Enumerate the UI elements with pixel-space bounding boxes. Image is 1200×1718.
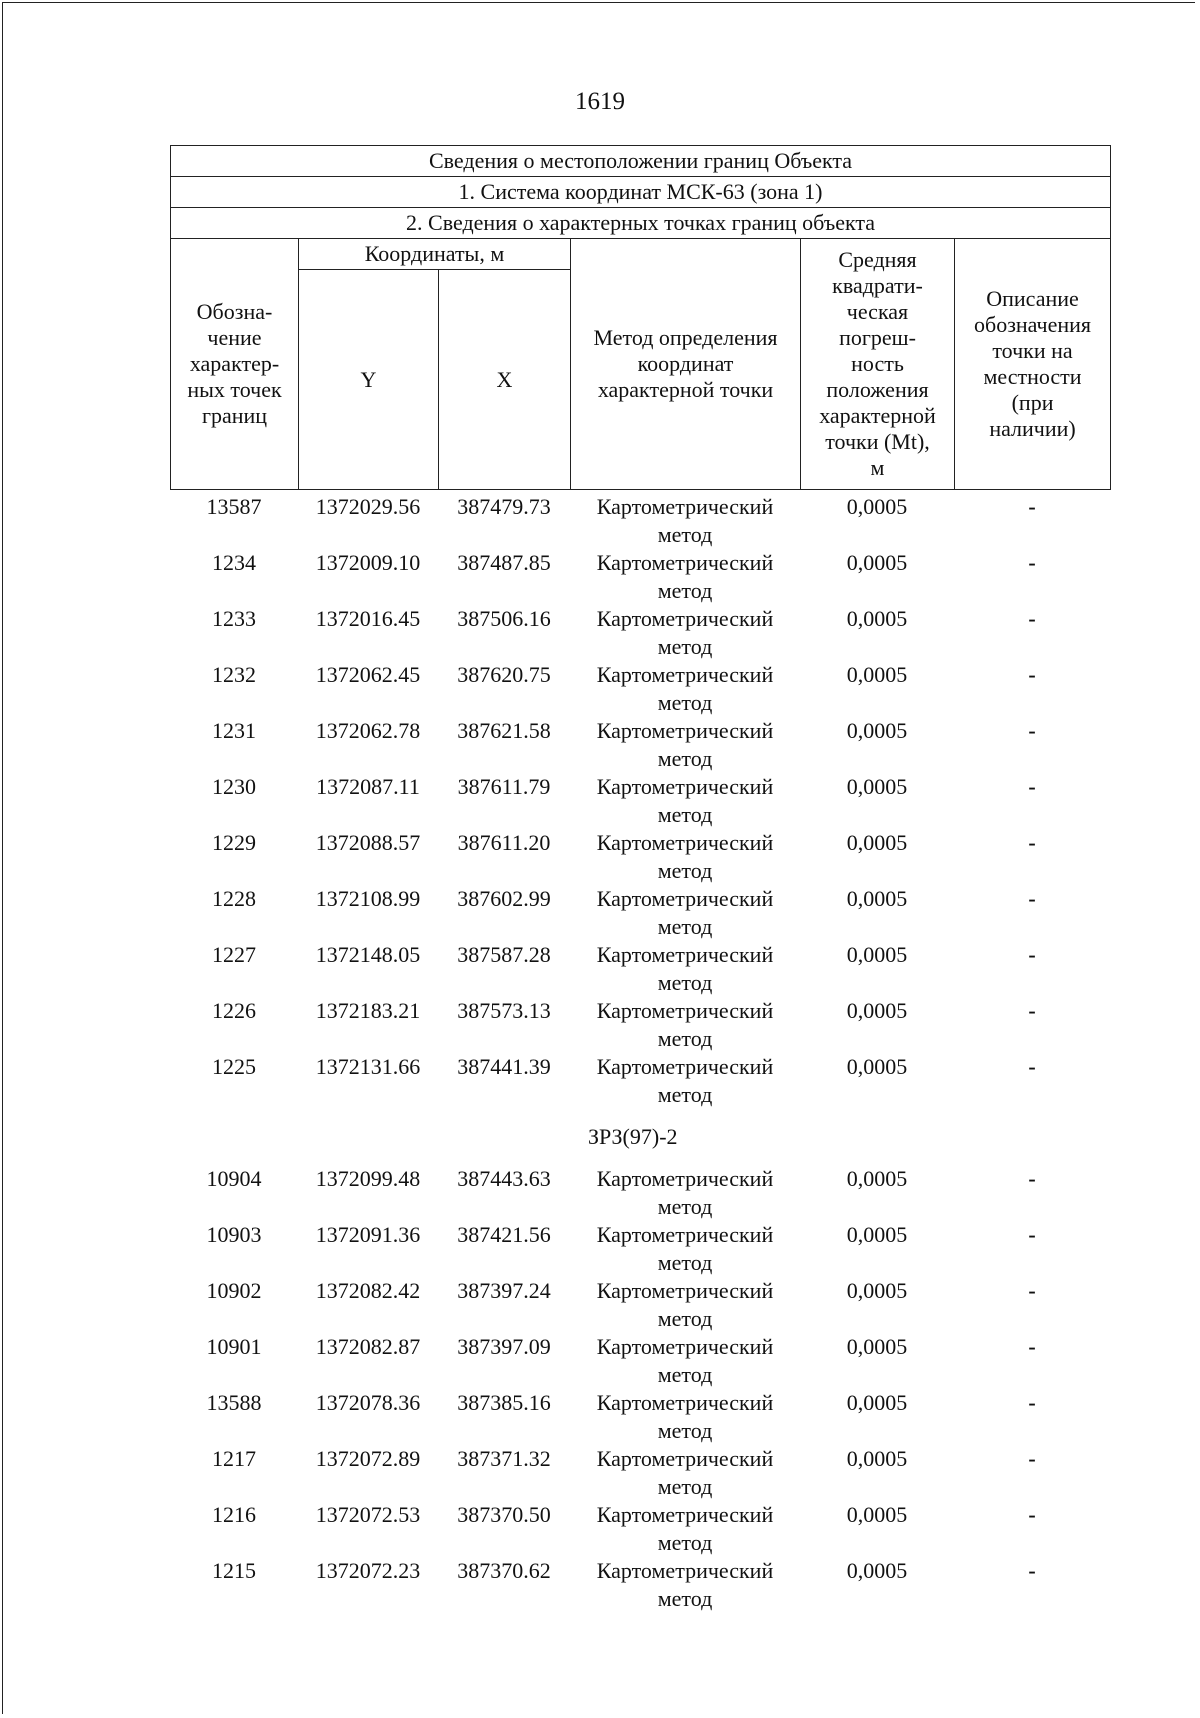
method: Картометрический метод [596, 494, 774, 547]
error-value: 0,0005 [846, 998, 908, 1023]
header-line: характер- [189, 351, 280, 376]
error-value: 0,0005 [846, 1278, 908, 1303]
method: Картометрический метод [596, 1390, 774, 1443]
coord-x: 387506.16 [457, 606, 551, 631]
table-header [170, 145, 1111, 490]
coord-x: 387487.85 [457, 550, 551, 575]
point-id: 1232 [212, 662, 256, 687]
point-description: - [1028, 1558, 1036, 1583]
table-row [170, 717, 1110, 773]
coord-x: 387479.73 [457, 494, 551, 519]
point-id: 1216 [212, 1502, 256, 1527]
method: Картометрический метод [596, 662, 774, 715]
header-line: ность [851, 351, 904, 376]
point-id: 1233 [212, 606, 256, 631]
coord-y: 1372082.87 [315, 1334, 421, 1359]
error-value: 0,0005 [846, 1558, 908, 1583]
table-row [170, 1221, 1110, 1277]
header-line: Обозна- [196, 299, 273, 324]
coord-y: 1372131.66 [315, 1054, 421, 1079]
error-value: 0,0005 [846, 1054, 908, 1079]
coord-y: 1372062.45 [315, 662, 421, 687]
header-line: ческая [846, 299, 909, 324]
header-line: чение [207, 325, 262, 350]
coord-x: 387397.24 [457, 1278, 551, 1303]
error-value: 0,0005 [846, 718, 908, 743]
header-line: Средняя [838, 247, 917, 272]
header-line: ных точек [187, 377, 282, 402]
point-description: - [1028, 774, 1036, 799]
table-row [170, 773, 1110, 829]
coord-y: 1372108.99 [315, 886, 421, 911]
coord-x: 387602.99 [457, 886, 551, 911]
coord-x: 387385.16 [457, 1390, 551, 1415]
coord-x: 387441.39 [457, 1054, 551, 1079]
point-id: 10904 [206, 1166, 262, 1191]
coord-y: 1372072.89 [315, 1446, 421, 1471]
header-line: характерной [819, 403, 936, 428]
point-id: 1217 [212, 1446, 256, 1471]
table-row [170, 1277, 1110, 1333]
coordinate-system: 1. Система координат МСК-63 (зона 1) [171, 177, 1111, 208]
method: Картометрический метод [596, 1558, 774, 1611]
coord-y: 1372016.45 [315, 606, 421, 631]
header-line: наличии) [989, 416, 1076, 441]
header-line: обозначения [974, 312, 1092, 337]
error-value: 0,0005 [846, 662, 908, 687]
group-label: ЗРЗ(97)-2 [588, 1124, 678, 1149]
error-value: 0,0005 [846, 1334, 908, 1359]
point-description: - [1028, 886, 1036, 911]
point-id: 1227 [212, 942, 256, 967]
table-title: Сведения о местоположении границ Объекта [171, 146, 1111, 177]
table-row [170, 885, 1110, 941]
table-row [170, 1165, 1110, 1221]
point-description: - [1028, 998, 1036, 1023]
error-value: 0,0005 [846, 550, 908, 575]
method: Картометрический метод [596, 1446, 774, 1499]
coord-y: 1372091.36 [315, 1222, 421, 1247]
table-row [170, 1557, 1110, 1613]
table-row [170, 997, 1110, 1053]
method: Картометрический метод [596, 942, 774, 995]
point-id: 1226 [212, 998, 256, 1023]
coord-x: 387370.62 [457, 1558, 551, 1583]
method: Картометрический метод [596, 606, 774, 659]
error-value: 0,0005 [846, 1166, 908, 1191]
col-point-id-header [171, 239, 299, 490]
point-description: - [1028, 606, 1036, 631]
coord-y: 1372078.36 [315, 1390, 421, 1415]
point-id: 10901 [206, 1334, 262, 1359]
section-title: 2. Сведения о характерных точках границ объекта [171, 208, 1111, 239]
coord-y: 1372099.48 [315, 1166, 421, 1191]
error-value: 0,0005 [846, 830, 908, 855]
coord-x: 387620.75 [457, 662, 551, 687]
table-row [170, 1501, 1110, 1557]
error-value: 0,0005 [846, 1502, 908, 1527]
method: Картометрический метод [596, 1166, 774, 1219]
point-id: 1230 [212, 774, 256, 799]
table-row [170, 605, 1110, 661]
header-line: Метод определения [593, 325, 778, 350]
coord-y: 1372072.23 [315, 1558, 421, 1583]
table-row [170, 1389, 1110, 1445]
point-id: 1228 [212, 886, 256, 911]
method: Картометрический метод [596, 1054, 774, 1107]
page-number: 1619 [575, 88, 625, 115]
point-description: - [1028, 830, 1036, 855]
point-description: - [1028, 942, 1036, 967]
point-description: - [1028, 1278, 1036, 1303]
coord-x: 387621.58 [457, 718, 551, 743]
point-description: - [1028, 1446, 1036, 1471]
coord-y: 1372183.21 [315, 998, 421, 1023]
error-value: 0,0005 [846, 774, 908, 799]
table-row [170, 1053, 1110, 1109]
error-value: 0,0005 [846, 886, 908, 911]
point-id: 1231 [212, 718, 256, 743]
point-id: 10903 [206, 1222, 262, 1247]
method: Картометрический метод [596, 774, 774, 827]
error-value: 0,0005 [846, 942, 908, 967]
coord-x: 387371.32 [457, 1446, 551, 1471]
error-value: 0,0005 [846, 494, 908, 519]
coord-y: 1372009.10 [315, 550, 421, 575]
coord-x: 387611.20 [457, 830, 551, 855]
header-line: местности [983, 364, 1082, 389]
method: Картометрический метод [596, 1502, 774, 1555]
method: Картометрический метод [596, 1334, 774, 1387]
col-error-header [801, 239, 955, 490]
point-description: - [1028, 1390, 1036, 1415]
method: Картометрический метод [596, 1278, 774, 1331]
coord-x: 387397.09 [457, 1334, 551, 1359]
point-id: 13587 [206, 494, 262, 519]
error-value: 0,0005 [846, 1446, 908, 1471]
table-row [170, 829, 1110, 885]
header-line: точки на [992, 338, 1073, 363]
table-row [170, 493, 1110, 549]
point-description: - [1028, 718, 1036, 743]
table-row [170, 661, 1110, 717]
header-line: координат [637, 351, 734, 376]
coord-x: 387443.63 [457, 1166, 551, 1191]
coord-y: 1372087.11 [316, 774, 420, 799]
table-row [170, 549, 1110, 605]
method: Картометрический метод [596, 886, 774, 939]
header-line: Описание [986, 286, 1079, 311]
error-value: 0,0005 [846, 1390, 908, 1415]
point-id: 1215 [212, 1558, 256, 1583]
point-description: - [1028, 1222, 1036, 1247]
col-description-header [955, 239, 1111, 490]
point-description: - [1028, 1166, 1036, 1191]
header-line: границ [201, 403, 268, 428]
point-description: - [1028, 1502, 1036, 1527]
header-line: характерной точки [597, 377, 774, 402]
method: Картометрический метод [596, 718, 774, 771]
point-id: 1225 [212, 1054, 256, 1079]
error-value: 0,0005 [846, 606, 908, 631]
coord-y: 1372072.53 [315, 1502, 421, 1527]
point-description: - [1028, 662, 1036, 687]
method: Картометрический метод [596, 1222, 774, 1275]
point-description: - [1028, 1054, 1036, 1079]
col-y-header: Y [299, 270, 439, 490]
table-row [170, 1445, 1110, 1501]
coord-y: 1372148.05 [315, 942, 421, 967]
coord-x: 387573.13 [457, 998, 551, 1023]
point-id: 13588 [206, 1390, 262, 1415]
coord-y: 1372088.57 [315, 830, 421, 855]
header-line: м [870, 455, 885, 480]
header-line: положения [826, 377, 929, 402]
method: Картометрический метод [596, 998, 774, 1051]
method: Картометрический метод [596, 550, 774, 603]
coord-x: 387370.50 [457, 1502, 551, 1527]
point-id: 1234 [212, 550, 256, 575]
coord-x: 387587.28 [457, 942, 551, 967]
header-line: погреш- [839, 325, 916, 350]
table-row [170, 941, 1110, 997]
header-line: (при [1011, 390, 1054, 415]
coord-x: 387421.56 [457, 1222, 551, 1247]
coord-y: 1372029.56 [315, 494, 421, 519]
table-body [170, 493, 1110, 1613]
point-description: - [1028, 494, 1036, 519]
header-line: квадрати- [832, 273, 923, 298]
point-description: - [1028, 550, 1036, 575]
method: Картометрический метод [596, 830, 774, 883]
coord-y: 1372082.42 [315, 1278, 421, 1303]
coord-y: 1372062.78 [315, 718, 421, 743]
header-line: точки (Mt), [825, 429, 930, 454]
point-description: - [1028, 1334, 1036, 1359]
point-id: 1229 [212, 830, 256, 855]
error-value: 0,0005 [846, 1222, 908, 1247]
col-x-header: X [439, 270, 571, 490]
point-id: 10902 [206, 1278, 262, 1303]
col-method-header [571, 239, 801, 490]
table-row [170, 1333, 1110, 1389]
coord-x: 387611.79 [457, 774, 551, 799]
col-coordinates-header: Координаты, м [299, 239, 571, 270]
